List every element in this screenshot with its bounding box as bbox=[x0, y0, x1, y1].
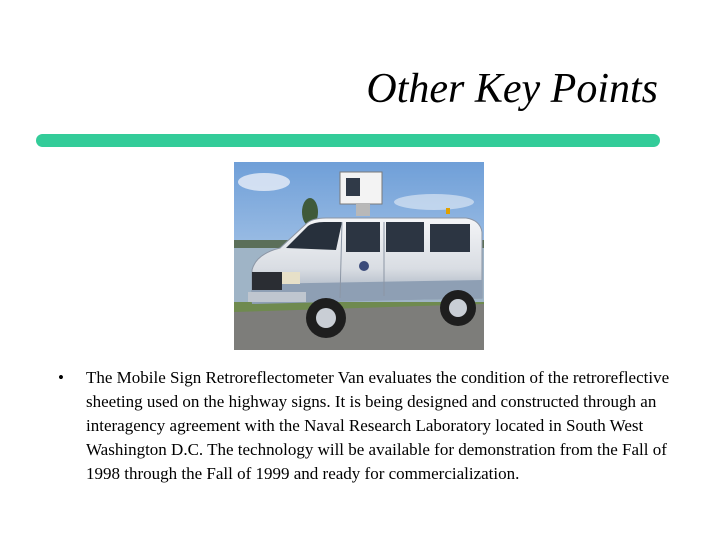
bullet-point-icon: • bbox=[58, 368, 64, 387]
bullet-item bbox=[58, 366, 670, 486]
title-underline-bar bbox=[36, 134, 660, 147]
bullet-text: The Mobile Sign Retroreflectometer Van evaluates the condition of the retroreflective sheeting used on the highway signs. It is being designed and constructed through an interagency agreement with the Naval Research Laboratory located in South West Washington D.C. The technology will be available for demonstration from the Fall of 1998 through the Fall of 1999 and ready for commercialization. bbox=[86, 368, 670, 483]
van-photo bbox=[234, 162, 484, 350]
slide-title: Other Key Points bbox=[366, 66, 658, 112]
